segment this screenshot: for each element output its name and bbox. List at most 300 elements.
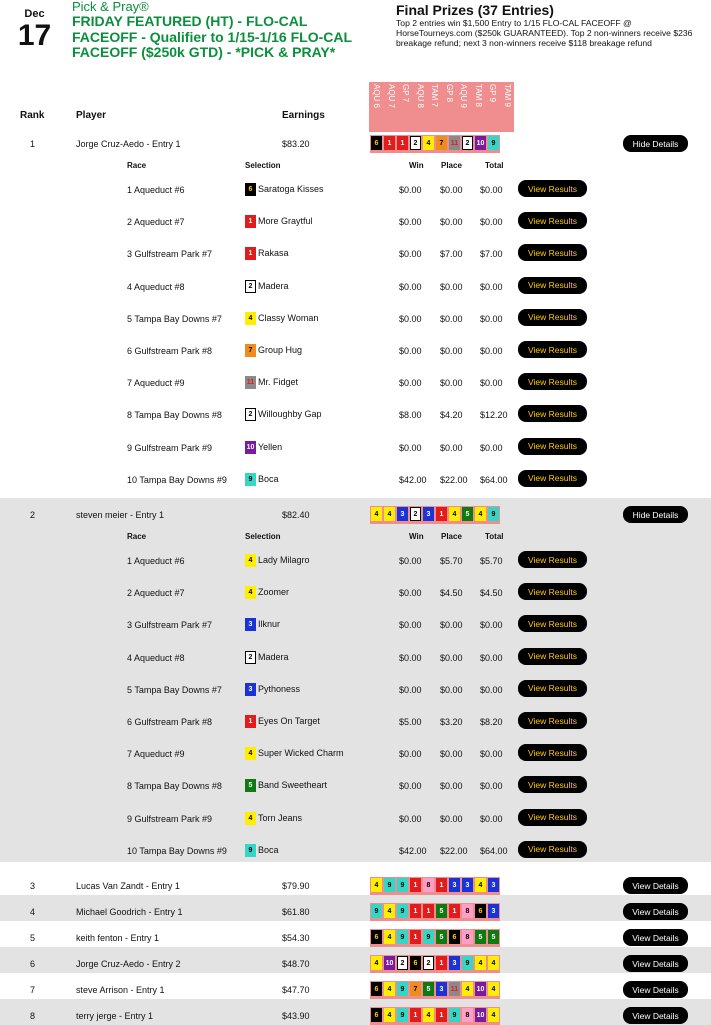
view-results-button[interactable]: View Results (518, 405, 587, 422)
view-results-button[interactable]: View Results (518, 809, 587, 826)
selection-horse-name: Boca (258, 844, 279, 855)
view-details-button[interactable]: View Details (623, 929, 688, 946)
view-details-button[interactable]: View Details (623, 1007, 688, 1024)
selection-horse-name: Zoomer (258, 587, 290, 598)
race-column-headers (369, 82, 514, 132)
tournament-header (0, 0, 711, 95)
selection-number-chip: 7 (245, 344, 256, 357)
detail-total: $0.00 (480, 781, 503, 792)
detail-selection (245, 376, 298, 389)
pick-chip: 3 (488, 878, 499, 892)
pick-chip: 3 (488, 904, 499, 918)
entry-rank: 4 (30, 907, 36, 917)
detail-place: $0.00 (440, 185, 463, 195)
view-results-button[interactable]: View Results (518, 712, 587, 729)
entry-player: Michael Goodrich - Entry 1 (76, 907, 183, 917)
detail-row (0, 438, 711, 458)
entry-rank: 1 (30, 139, 36, 149)
detail-total: $4.50 (480, 588, 503, 599)
pick-chip: 4 (371, 878, 382, 892)
selection-horse-name: Ilknur (258, 619, 281, 630)
entry-row (0, 981, 711, 999)
detail-row (0, 615, 711, 635)
race-header-cell (471, 82, 486, 132)
detail-place: $4.50 (440, 588, 463, 599)
race-header-cell (413, 82, 428, 132)
detail-race: 7 Aqueduct #9 (127, 378, 185, 389)
pick-chip: 8 (462, 1008, 473, 1022)
race-header-label: AQU 8 (415, 84, 425, 109)
pick-chip: 10 (475, 982, 486, 996)
detail-row (0, 180, 711, 200)
detail-place: $3.20 (440, 717, 463, 727)
detail-row (0, 277, 711, 297)
detail-row (0, 841, 711, 861)
selection-number-chip: 3 (245, 618, 256, 631)
pick-chip: 1 (410, 904, 421, 918)
pick-chip: 4 (384, 1008, 395, 1022)
view-results-button[interactable]: View Results (518, 615, 587, 632)
selection-number-chip: 9 (245, 473, 256, 486)
detail-selection (245, 651, 289, 664)
view-results-button[interactable]: View Results (518, 212, 587, 229)
detail-race: 3 Gulfstream Park #7 (127, 249, 213, 260)
detail-place: $4.20 (440, 410, 463, 421)
pick-chip: 4 (423, 1008, 434, 1022)
detail-total: $64.00 (480, 474, 508, 485)
view-results-button[interactable]: View Results (518, 680, 587, 697)
pick-chip: 9 (397, 930, 408, 944)
detail-win: $0.00 (399, 346, 422, 356)
detail-row (0, 744, 711, 764)
pick-chip: 1 (436, 507, 447, 521)
detail-total: $0.00 (480, 281, 503, 292)
detail-total: $0.00 (480, 185, 503, 195)
selection-horse-name: Eyes On Target (258, 715, 320, 726)
pick-chip: 5 (423, 982, 434, 996)
pick-chip: 4 (371, 956, 382, 970)
pick-chip: 3 (462, 878, 473, 892)
detail-race: 5 Tampa Bay Downs #7 (127, 684, 222, 695)
detail-win: $8.00 (399, 410, 422, 421)
entry-picks-strip (370, 955, 500, 973)
selection-number-chip: 1 (245, 247, 256, 260)
detail-header-row (0, 532, 711, 544)
race-header-cell (384, 82, 399, 132)
pick-chip: 2 (410, 136, 421, 150)
pick-chip: 6 (475, 904, 486, 918)
entry-picks-strip (370, 135, 500, 153)
detail-win: $0.00 (399, 749, 422, 760)
detail-place: $0.00 (440, 442, 463, 453)
detail-row (0, 809, 711, 829)
entry-picks-strip (370, 1007, 500, 1025)
pick-chip: 3 (449, 878, 460, 892)
selection-horse-name: Pythoness (258, 683, 301, 694)
detail-race: 9 Gulfstream Park #9 (127, 813, 213, 824)
selection-number-chip: 1 (245, 215, 256, 228)
entry-player: keith fenton - Entry 1 (76, 933, 160, 943)
pick-chip: 4 (462, 982, 473, 996)
pick-chip: 9 (488, 507, 499, 521)
detail-place: $22.00 (440, 474, 468, 485)
detail-race: 2 Aqueduct #7 (127, 217, 185, 228)
entry-player: terry jerge - Entry 1 (76, 1011, 154, 1021)
detail-row (0, 680, 711, 700)
pick-chip: 11 (449, 136, 460, 150)
entry-earnings: $48.70 (282, 959, 310, 969)
detail-total: $0.00 (480, 684, 503, 695)
detail-win: $0.00 (399, 620, 422, 631)
detail-total: $0.00 (480, 442, 503, 453)
win-detail-header: Win (409, 161, 424, 170)
detail-place: $0.00 (440, 813, 463, 824)
detail-row (0, 309, 711, 329)
detail-total: $0.00 (480, 313, 503, 324)
detail-selection (245, 408, 322, 421)
prizes-panel (396, 2, 706, 48)
race-header-cell (427, 82, 442, 132)
entry-player: Jorge Cruz-Aedo - Entry 2 (76, 959, 181, 969)
detail-place: $22.00 (440, 845, 468, 856)
selection-detail-header: Selection (245, 161, 281, 170)
pick-chip: 9 (384, 878, 395, 892)
detail-row (0, 583, 711, 603)
pick-chip: 6 (371, 136, 382, 150)
race-detail-header: Race (127, 532, 147, 541)
view-results-button[interactable]: View Results (518, 373, 587, 390)
selection-horse-name: Madera (258, 280, 289, 291)
detail-win: $0.00 (399, 185, 422, 195)
pick-chip: 1 (423, 904, 434, 918)
entry-earnings: $47.70 (282, 985, 310, 995)
detail-selection (245, 215, 313, 228)
detail-win: $0.00 (399, 684, 422, 695)
prizes-text: Top 2 entries win $1,500 Entry to 1/15 FLO-CAL FACEOFF @ HorseTourneys.com ($250k GUARANTEED). Top 2 non-winners receive $236 breakage refund; next 3 non-winners receive $118 breakage refund (396, 18, 693, 48)
pick-chip: 6 (449, 930, 460, 944)
detail-total: $64.00 (480, 845, 508, 856)
selection-horse-name: Willoughby Gap (258, 409, 322, 420)
total-detail-header: Total (485, 532, 504, 541)
detail-race: 9 Gulfstream Park #9 (127, 442, 213, 453)
pick-chip: 10 (475, 136, 486, 150)
hide-details-button[interactable]: Hide Details (623, 506, 688, 523)
detail-selection (245, 747, 344, 760)
entry-player: steven meier - Entry 1 (76, 510, 165, 520)
detail-row (0, 373, 711, 393)
entry-player: Jorge Cruz-Aedo - Entry 1 (76, 139, 181, 149)
pick-chip: 4 (423, 136, 434, 150)
selection-number-chip: 4 (245, 812, 256, 825)
view-details-button[interactable]: View Details (623, 981, 688, 998)
selection-number-chip: 4 (245, 586, 256, 599)
race-header-cell (485, 82, 500, 132)
entry-earnings: $79.90 (282, 881, 310, 891)
detail-win: $0.00 (399, 813, 422, 824)
detail-place: $5.70 (440, 556, 463, 566)
pick-chip: 5 (475, 930, 486, 944)
detail-place: $0.00 (440, 313, 463, 324)
selection-number-chip: 5 (245, 779, 256, 792)
total-detail-header: Total (485, 161, 504, 170)
pick-chip: 10 (384, 956, 395, 970)
entry-player: steve Arrison - Entry 1 (76, 985, 165, 995)
detail-selection (245, 812, 302, 825)
detail-win: $0.00 (399, 217, 422, 228)
selection-horse-name: Rakasa (258, 248, 289, 259)
view-results-button[interactable]: View Results (518, 180, 587, 197)
detail-race: 6 Gulfstream Park #8 (127, 717, 213, 727)
selection-number-chip: 9 (245, 844, 256, 857)
race-header-cell (500, 82, 515, 132)
pick-chip: 3 (423, 507, 434, 521)
pick-chip: 5 (462, 507, 473, 521)
pick-chip: 4 (475, 878, 486, 892)
detail-race: 2 Aqueduct #7 (127, 588, 185, 599)
pick-chip: 1 (384, 136, 395, 150)
detail-win: $0.00 (399, 281, 422, 292)
pick-chip: 3 (449, 956, 460, 970)
pick-chip: 2 (410, 507, 421, 521)
pick-chip: 1 (410, 878, 421, 892)
detail-total: $0.00 (480, 620, 503, 631)
view-results-button[interactable]: View Results (518, 776, 587, 793)
entry-picks-strip (370, 903, 500, 921)
entry-picks-strip (370, 506, 500, 524)
entry-earnings: $43.90 (282, 1011, 310, 1021)
entry-row (0, 929, 711, 947)
pick-chip: 9 (423, 930, 434, 944)
view-results-button[interactable]: View Results (518, 744, 587, 761)
view-results-button[interactable]: View Results (518, 583, 587, 600)
date-month: Dec (24, 8, 45, 20)
race-header-label: TAM 8 (473, 84, 483, 107)
detail-selection (245, 683, 300, 696)
detail-selection (245, 844, 279, 857)
pick-chip: 4 (384, 904, 395, 918)
selection-number-chip: 1 (245, 715, 256, 728)
selection-horse-name: Group Hug (258, 344, 303, 355)
detail-total: $0.00 (480, 217, 503, 228)
detail-total: $0.00 (480, 813, 503, 824)
pick-chip: 9 (397, 878, 408, 892)
pick-chip: 4 (488, 956, 499, 970)
detail-row (0, 776, 711, 796)
entry-player: Lucas Van Zandt - Entry 1 (76, 881, 180, 891)
entry-picks-strip (370, 981, 500, 999)
pick-chip: 4 (384, 982, 395, 996)
detail-selection (245, 247, 289, 260)
view-results-button[interactable]: View Results (518, 841, 587, 858)
entry-rank: 6 (30, 959, 36, 969)
race-header-cell (442, 82, 457, 132)
pick-chip: 2 (462, 136, 473, 150)
detail-race: 1 Aqueduct #6 (127, 556, 185, 566)
selection-horse-name: Super Wicked Charm (258, 748, 344, 759)
selection-number-chip: 2 (245, 651, 256, 664)
pick-chip: 10 (475, 1008, 486, 1022)
pick-chip: 4 (371, 507, 382, 521)
view-results-button[interactable]: View Results (518, 470, 587, 487)
pick-chip: 8 (462, 930, 473, 944)
detail-win: $0.00 (399, 781, 422, 792)
detail-total: $7.00 (480, 249, 503, 260)
detail-selection (245, 183, 324, 196)
detail-header-row (0, 161, 711, 173)
detail-win: $0.00 (399, 249, 422, 260)
detail-race: 10 Tampa Bay Downs #9 (127, 845, 227, 856)
detail-row (0, 551, 711, 571)
detail-win: $42.00 (399, 845, 427, 856)
detail-place: $0.00 (440, 346, 463, 356)
detail-place: $0.00 (440, 684, 463, 695)
pick-chip: 4 (384, 930, 395, 944)
tournament-name: FRIDAY FEATURED (HT) - FLO-CAL FACEOFF - Qualifier to 1/15-1/16 FLO-CAL FACEOFF ($250k GTD) - *PICK & PRAY* (72, 13, 352, 60)
entry-rank: 5 (30, 933, 36, 943)
entry-earnings: $83.20 (282, 139, 310, 149)
selection-horse-name: More Graytful (258, 216, 313, 227)
detail-win: $5.00 (399, 717, 422, 727)
pick-chip: 6 (371, 982, 382, 996)
detail-selection (245, 715, 320, 728)
pick-chip: 9 (488, 136, 499, 150)
selection-detail-header: Selection (245, 532, 281, 541)
pick-chip: 6 (371, 1008, 382, 1022)
selection-horse-name: Saratoga Kisses (258, 183, 324, 194)
pick-chip: 9 (462, 956, 473, 970)
detail-selection (245, 280, 289, 293)
pick-chip: 7 (410, 982, 421, 996)
entry-row (0, 1007, 711, 1025)
pick-chip: 4 (449, 507, 460, 521)
view-results-button[interactable]: View Results (518, 277, 587, 294)
entry-rank: 7 (30, 985, 36, 995)
detail-race: 5 Tampa Bay Downs #7 (127, 313, 222, 324)
detail-place: $0.00 (440, 652, 463, 663)
entry-earnings: $54.30 (282, 933, 310, 943)
pick-chip: 1 (436, 1008, 447, 1022)
detail-row (0, 712, 711, 732)
rank-column-header: Rank (20, 110, 45, 121)
hide-details-button[interactable]: Hide Details (623, 135, 688, 152)
earnings-column-header: Earnings (282, 110, 325, 121)
detail-row (0, 470, 711, 490)
entry-row (0, 877, 711, 895)
pick-chip: 1 (410, 930, 421, 944)
pick-chip: 3 (436, 982, 447, 996)
entry-earnings: $82.40 (282, 510, 310, 520)
place-detail-header: Place (441, 161, 462, 170)
detail-total: $0.00 (480, 378, 503, 389)
race-header-cell (398, 82, 413, 132)
detail-race: 8 Tampa Bay Downs #8 (127, 781, 222, 792)
pick-chip: 9 (371, 904, 382, 918)
detail-race: 1 Aqueduct #6 (127, 185, 185, 195)
detail-total: $0.00 (480, 346, 503, 356)
pick-chip: 9 (397, 1008, 408, 1022)
view-details-button[interactable]: View Details (623, 955, 688, 972)
detail-race: 8 Tampa Bay Downs #8 (127, 410, 222, 421)
pick-chip: 5 (436, 930, 447, 944)
race-detail-header: Race (127, 161, 147, 170)
view-details-button[interactable]: View Details (623, 877, 688, 894)
pick-chip: 4 (475, 956, 486, 970)
date-day: 17 (17, 19, 52, 52)
pick-chip: 8 (462, 904, 473, 918)
view-results-button[interactable]: View Results (518, 551, 587, 568)
selection-horse-name: Band Sweetheart (258, 780, 328, 791)
entry-rank: 2 (30, 510, 36, 520)
detail-win: $0.00 (399, 556, 422, 566)
pick-chip: 6 (371, 930, 382, 944)
pick-chip: 6 (410, 956, 421, 970)
detail-selection (245, 473, 279, 486)
view-results-button[interactable]: View Results (518, 309, 587, 326)
pick-chip: 2 (397, 956, 408, 970)
detail-race: 7 Aqueduct #9 (127, 749, 185, 760)
view-results-button[interactable]: View Results (518, 438, 587, 455)
detail-win: $0.00 (399, 442, 422, 453)
detail-total: $8.20 (480, 717, 503, 727)
view-details-button[interactable]: View Details (623, 903, 688, 920)
prizes-title: Final Prizes (37 Entries) (396, 2, 554, 18)
view-results-button[interactable]: View Results (518, 244, 587, 261)
race-header-label: TAM 7 (430, 84, 440, 107)
pick-chip: 3 (397, 507, 408, 521)
pick-chip: 7 (436, 136, 447, 150)
detail-selection (245, 441, 282, 454)
entry-row (0, 903, 711, 921)
detail-place: $0.00 (440, 781, 463, 792)
detail-row (0, 341, 711, 361)
detail-total: $12.20 (480, 410, 508, 421)
entry-picks-strip (370, 877, 500, 895)
detail-total: $0.00 (480, 749, 503, 760)
pick-chip: 1 (397, 136, 408, 150)
win-detail-header: Win (409, 532, 424, 541)
entry-row (0, 955, 711, 973)
detail-total: $5.70 (480, 556, 503, 566)
pick-chip: 9 (449, 1008, 460, 1022)
detail-row (0, 648, 711, 668)
view-results-button[interactable]: View Results (518, 341, 587, 358)
race-header-cell (369, 82, 384, 132)
detail-row (0, 244, 711, 264)
entry-row (0, 135, 711, 153)
tournament-title (72, 0, 372, 61)
pick-chip: 4 (488, 1008, 499, 1022)
view-results-button[interactable]: View Results (518, 648, 587, 665)
detail-race: 6 Gulfstream Park #8 (127, 346, 213, 356)
selection-number-chip: 11 (245, 376, 256, 389)
race-header-label: AQU 7 (386, 84, 396, 109)
pick-chip: 5 (436, 904, 447, 918)
selection-horse-name: Madera (258, 651, 289, 662)
selection-number-chip: 2 (245, 408, 256, 421)
selection-number-chip: 3 (245, 683, 256, 696)
pick-chip: 1 (436, 956, 447, 970)
detail-selection (245, 618, 280, 631)
pick-chip: 1 (436, 878, 447, 892)
detail-race: 3 Gulfstream Park #7 (127, 620, 213, 631)
race-header-label: AQU 6 (372, 84, 382, 109)
detail-selection (245, 312, 318, 325)
pick-chip: 9 (397, 982, 408, 996)
detail-race: 4 Aqueduct #8 (127, 652, 185, 663)
entry-rank: 3 (30, 881, 36, 891)
detail-win: $0.00 (399, 588, 422, 599)
entry-earnings: $61.80 (282, 907, 310, 917)
